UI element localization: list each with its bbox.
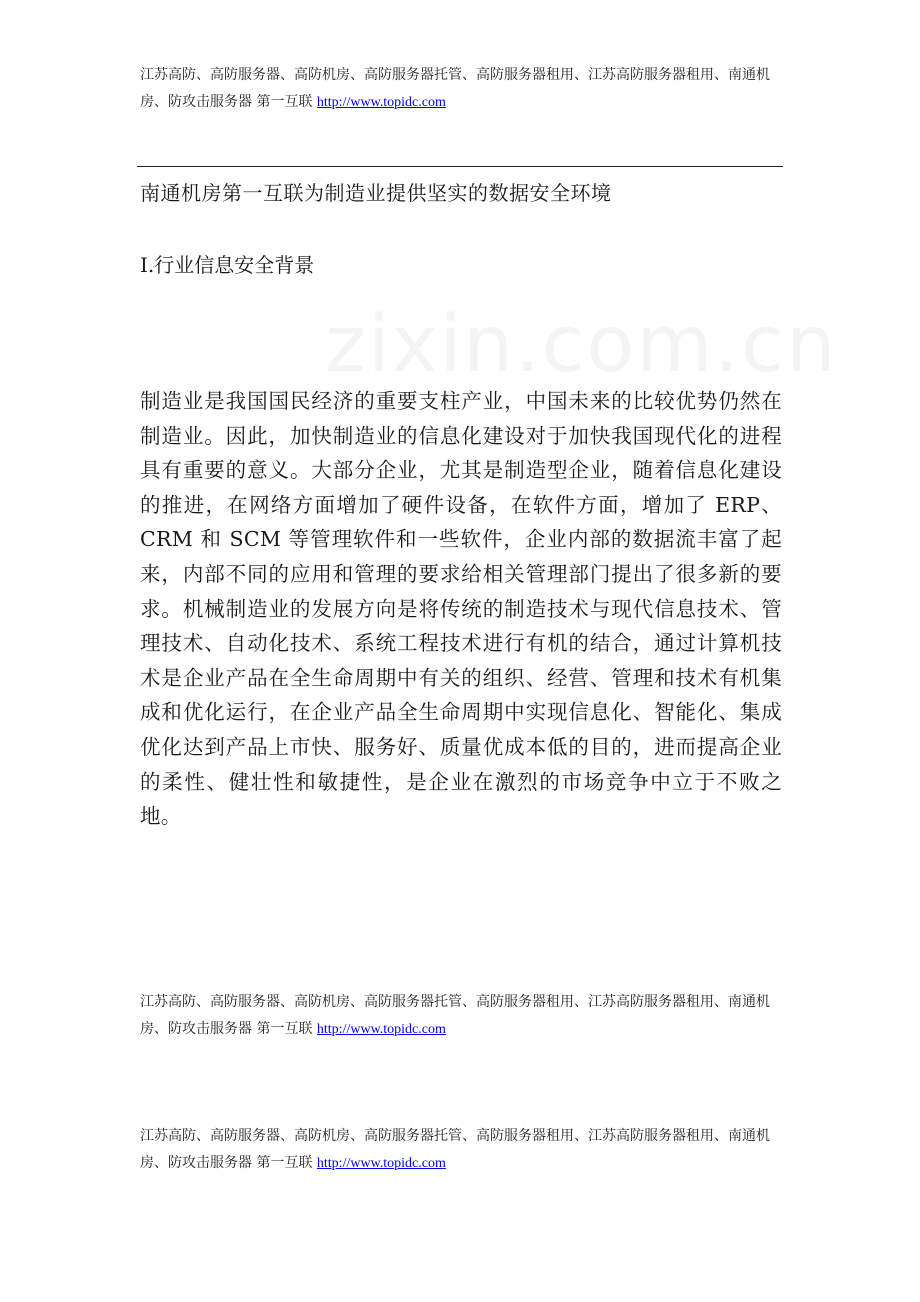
header-ad-link[interactable]: http://www.topidc.com bbox=[316, 95, 446, 110]
footer-ad-link[interactable]: http://www.topidc.com bbox=[316, 1022, 446, 1037]
header-ad-keywords: 江苏高防、高防服务器、高防机房、高防服务器托管、高防服务器租用、江苏高防服务器租用、南通机房、防攻击服务器 bbox=[140, 67, 770, 110]
header-divider bbox=[137, 166, 783, 167]
footer-ad-keywords: 江苏高防、高防服务器、高防机房、高防服务器托管、高防服务器租用、江苏高防服务器租用、南通机房、防攻击服务器 bbox=[140, 1128, 770, 1171]
footer-ad-brand: 第一互联 bbox=[256, 1021, 313, 1037]
article-title: 南通机房第一互联为制造业提供坚实的数据安全环境 bbox=[140, 181, 612, 205]
section-heading: I.行业信息安全背景 bbox=[140, 253, 315, 277]
footer-ad-keywords: 江苏高防、高防服务器、高防机房、高防服务器托管、高防服务器租用、江苏高防服务器租用、南通机房、防攻击服务器 bbox=[140, 994, 770, 1037]
watermark bbox=[325, 300, 837, 390]
footer-ad-brand: 第一互联 bbox=[256, 1155, 313, 1171]
header-ad-line bbox=[140, 62, 782, 116]
footer-ad-line-2 bbox=[140, 1123, 782, 1177]
body-paragraph: 制造业是我国国民经济的重要支柱产业，中国未来的比较优势仍然在制造业。因此，加快制造业的信息化建设对于加快我国现代化的进程具有重要的意义。大部分企业，尤其是制造型企业，随着信息化建设的推进，在网络方面增加了硬件设备，在软件方面，增加了 ERP、CRM 和 SCM 等管理软件和一些软件，企业内部的数据流丰富了起来，内部不同的应用和管理的要求给相关管理部门提出了很多新的要求。机械制造业的发展方向是将传统的制造技术与现代信息技术、管理技术、自动化技术、系统工程技术进行有机的结合，通过计算机技术是企业产品在全生命周期中有关的组织、经营、管理和技术有机集成和优化运行，在企业产品全生命周期中实现信息化、智能化、集成优化达到产品上市快、服务好、质量优成本低的目的，进而提高企业的柔性、健壮性和敏捷性，是企业在激烈的市场竞争中立于不败之地。 bbox=[140, 389, 782, 829]
header-ad-brand: 第一互联 bbox=[256, 94, 313, 110]
footer-ad-link[interactable]: http://www.topidc.com bbox=[316, 1156, 446, 1171]
footer-ad-line-1 bbox=[140, 989, 782, 1043]
